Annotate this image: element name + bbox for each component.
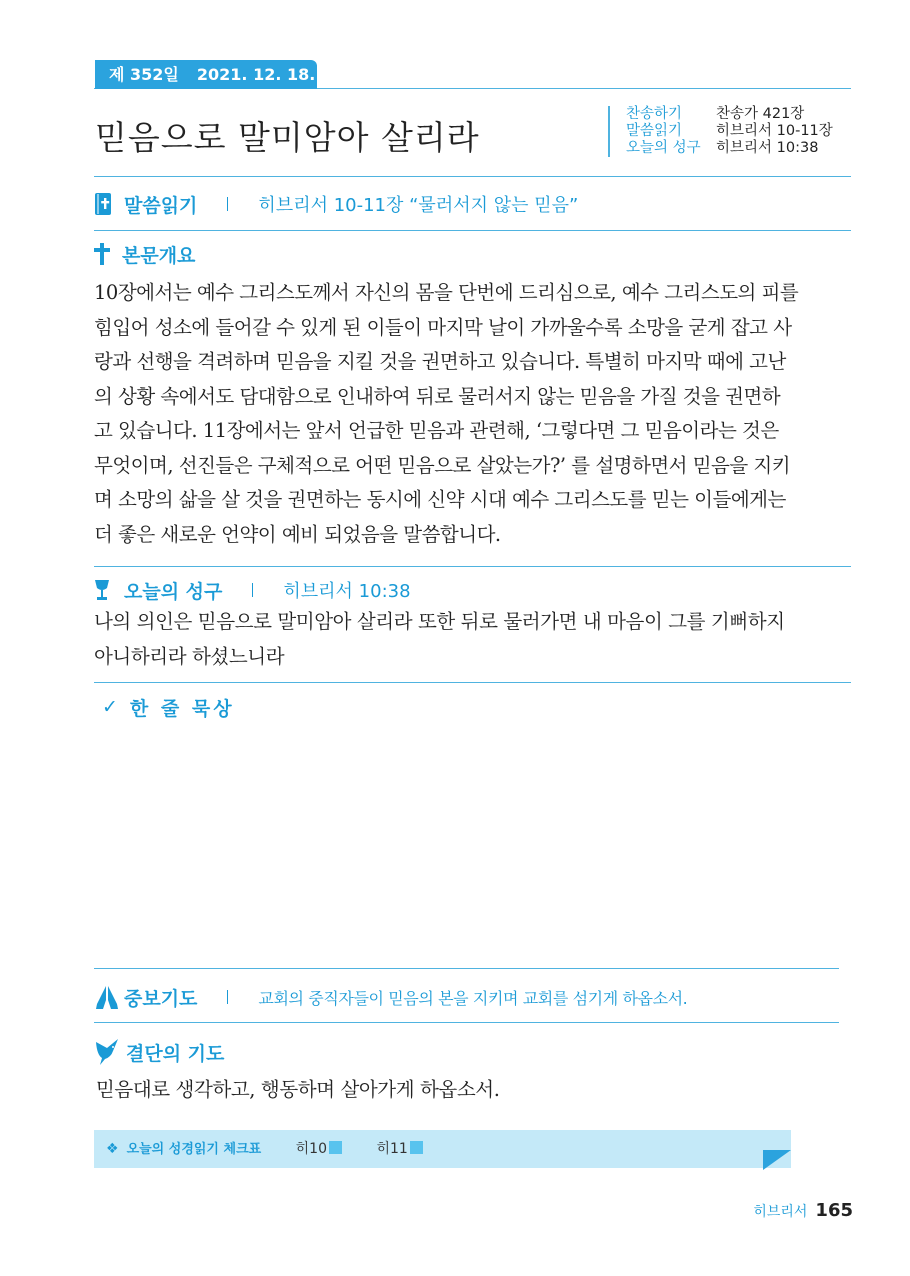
info-value: 히브리서 10:38: [716, 140, 819, 156]
intercession-heading: 중보기도: [124, 987, 198, 1010]
info-label: 찬송하기: [626, 106, 683, 122]
meditation-writing-area[interactable]: [94, 726, 851, 964]
overview-line: 고 있습니다. 11장에서는 앞서 언급한 믿음과 관련해, ‘그렇다면 그 믿음이라는 것은: [94, 419, 779, 442]
overview-line: 힘입어 성소에 들어갈 수 있게 된 이들이 마지막 날이 가까울수록 소망을 굳게 잡고 사: [94, 315, 792, 339]
intercession-row: [94, 982, 687, 1012]
divider: [94, 1022, 839, 1023]
check-mark-icon: ✓: [102, 696, 118, 718]
resolution-text: 믿음대로 생각하고, 행동하며 살아가게 하옵소서.: [96, 1078, 500, 1101]
info-label: 오늘의 성구: [626, 140, 701, 156]
reading-section: [94, 190, 578, 218]
checklist-item-heb10[interactable]: [296, 1141, 342, 1157]
verse-line: 나의 의인은 믿음으로 말미암아 살리라 또한 뒤로 물러가면 내 마음이 그를 기뻐하지: [94, 610, 785, 633]
checklist-label: 오늘의 성경읽기 체크표: [126, 1142, 262, 1157]
overview-heading: 본문개요: [122, 244, 196, 267]
overview-body: [94, 276, 851, 552]
checklist-item-label: 히11: [376, 1141, 408, 1157]
separator: [227, 990, 228, 1004]
overview-line: 의 상황 속에서도 담대함으로 인내하여 뒤로 물러서지 않는 믿음을 가질 것을 권면하: [94, 384, 781, 408]
meditation-heading-row: [102, 693, 235, 721]
checkbox[interactable]: [410, 1141, 423, 1154]
overview-heading-row: [94, 240, 195, 268]
cross-icon: [94, 243, 110, 265]
overview-line: 무엇이며, 선진들은 구체적으로 어떤 믿음으로 살았는가?’ 를 설명하면서 믿음을 지키: [94, 453, 791, 477]
page-title: 믿음으로 말미암아 살리라: [95, 118, 480, 157]
divider: [94, 176, 851, 177]
info-box: [608, 106, 833, 157]
dove-icon: [94, 1038, 120, 1066]
meditation-heading: 한 줄 묵상: [129, 697, 235, 720]
bible-icon: [94, 192, 112, 216]
info-label: 말씀읽기: [626, 123, 683, 139]
separator: [227, 197, 228, 211]
date-text: 2021. 12. 18. 토: [196, 65, 337, 84]
resolution-heading-row: [94, 1036, 224, 1068]
verse-body: [94, 605, 851, 674]
overview-line: 10장에서는 예수 그리스도께서 자신의 몸을 단번에 드리심으로, 예수 그리스도의 피를: [94, 281, 799, 304]
checkbox[interactable]: [329, 1141, 342, 1154]
overview-line: 더 좋은 새로운 언약이 예비 되었음을 말씀합니다.: [94, 522, 501, 546]
checklist-item-heb11[interactable]: [376, 1141, 422, 1157]
separator: [252, 583, 253, 597]
reading-checklist-bar: [94, 1130, 791, 1168]
verse-heading-row: [94, 576, 411, 604]
intercession-text: 교회의 중직자들이 믿음의 본을 지키며 교회를 섬기게 하옵소서.: [258, 988, 688, 1008]
info-row-hymn: [626, 106, 833, 123]
divider: [94, 968, 839, 969]
chalice-icon: [94, 579, 110, 601]
divider: [94, 566, 851, 567]
verse-line: 아니하리라 하셨느니라: [94, 644, 285, 668]
diamond-bullet-icon: ❖: [106, 1141, 119, 1157]
footer-book: 히브리서: [753, 1204, 808, 1220]
checklist-item-label: 히10: [295, 1141, 327, 1157]
day-number: 제 352일: [109, 65, 179, 84]
reading-heading: 말씀읽기: [124, 194, 198, 217]
verse-reference: 히브리서 10:38: [283, 581, 411, 602]
date-tab: [95, 60, 337, 89]
praying-hands-icon: [94, 984, 120, 1010]
overview-line: 며 소망의 삶을 살 것을 권면하는 동시에 신약 시대 예수 그리스도를 믿는 이들에게는: [94, 488, 786, 511]
divider: [94, 682, 851, 683]
page-corner-fold-icon: [763, 1148, 791, 1170]
info-value: 찬송가 421장: [716, 106, 805, 122]
info-row-verse: [626, 140, 833, 157]
resolution-heading: 결단의 기도: [126, 1042, 225, 1065]
page-footer: [753, 1200, 853, 1221]
reading-text: 히브리서 10-11장 “물러서지 않는 믿음”: [258, 195, 579, 216]
info-value: 히브리서 10-11장: [716, 123, 833, 139]
page-number: 165: [815, 1200, 853, 1221]
overview-line: 랑과 선행을 격려하며 믿음을 지킬 것을 권면하고 있습니다. 특별히 마지막 때에 고난: [94, 350, 786, 373]
divider: [94, 230, 851, 231]
info-row-reading: [626, 123, 833, 140]
verse-heading: 오늘의 성구: [124, 580, 223, 603]
